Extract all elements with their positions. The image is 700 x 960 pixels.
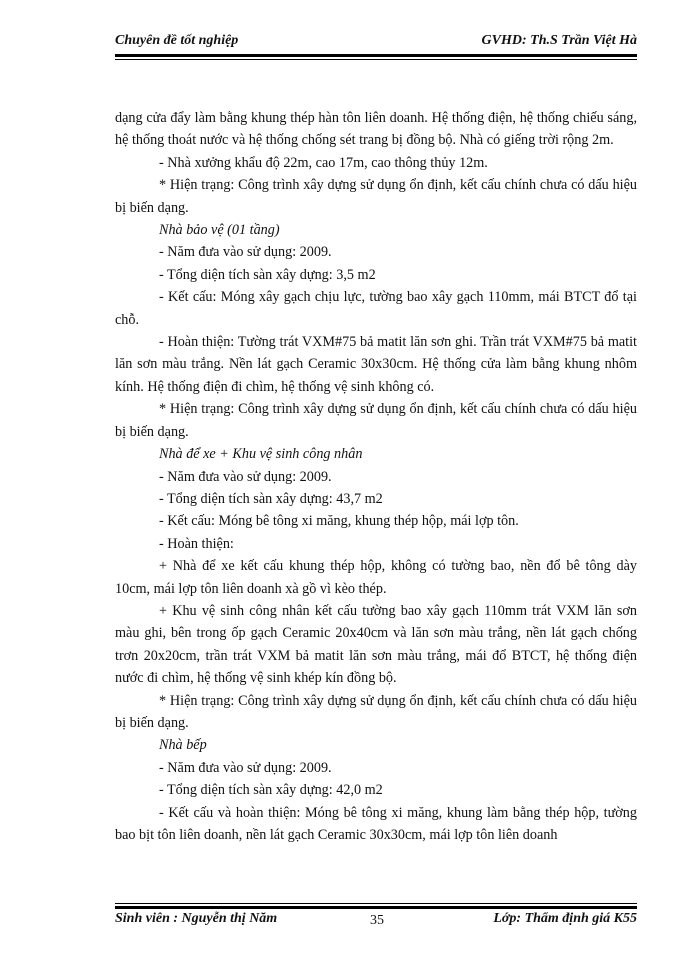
paragraph: - Kết cấu và hoàn thiện: Móng bê tông xi măng, khung làm bằng thép hộp, tường bao bịt tôn liên doanh, nền lát gạch Ceramic 30x30cm, mái lợp tôn liên doanh [115, 804, 637, 843]
paragraph: * Hiện trạng: Công trình xây dựng sử dụng ổn định, kết cấu chính chưa có dấu hiệu bị biến dạng. [115, 177, 637, 216]
paragraph: - Kết cấu: Móng xây gạch chịu lực, tường bao xây gạch 110mm, mái BTCT đổ tại chỗ. [115, 289, 637, 328]
paragraph: - Kết cấu: Móng bê tông xi măng, khung thép hộp, mái lợp tôn. [159, 513, 519, 530]
page-body [115, 107, 637, 846]
header-title: Chuyên đề tốt nghiệp [115, 33, 239, 48]
footer-student: Sinh viên : Nguyễn thị Năm [115, 911, 278, 926]
paragraph: - Hoàn thiện: [159, 535, 234, 552]
paragraph: dạng cửa đẩy làm bằng khung thép hàn tôn liên doanh. Hệ thống điện, hệ thống chiếu sáng, hệ thống thoát nước và hệ thống chống sét trang bị đồng bộ. Nhà có giếng trời rộng 2m. [115, 110, 637, 149]
paragraph: - Tổng diện tích sàn xây dựng: 3,5 m2 [159, 266, 376, 283]
header-supervisor: GVHD: Th.S Trần Việt Hà [481, 33, 637, 48]
paragraph: * Hiện trạng: Công trình xây dựng sử dụng ổn định, kết cấu chính chưa có dấu hiệu bị biến dạng. [115, 401, 637, 440]
header-rule-thick [115, 54, 637, 57]
footer-rule-thick [115, 906, 637, 909]
footer-rule-thin [115, 903, 637, 904]
paragraph: - Năm đưa vào sử dụng: 2009. [159, 468, 332, 485]
header-rule-thin [115, 59, 637, 60]
paragraph: * Hiện trạng: Công trình xây dựng sử dụng ổn định, kết cấu chính chưa có dấu hiệu bị biến dạng. [115, 692, 637, 731]
paragraph: - Tổng diện tích sàn xây dựng: 42,0 m2 [159, 782, 383, 799]
paragraph: - Năm đưa vào sử dụng: 2009. [159, 244, 332, 261]
section-heading: Nhà bếp [159, 737, 207, 754]
page-footer [115, 911, 637, 931]
page-header [115, 33, 637, 51]
paragraph: + Khu vệ sinh công nhân kết cấu tường bao xây gạch 110mm trát VXM lăn sơn màu ghi, bên trong ốp gạch Ceramic 20x40cm và lăn sơn màu trắng, nền lát gạch chống trơn 20x20cm, trần trát VXM bả matit lăn sơn màu trắng, mái đổ BTCT, hệ thống điện nước đi chìm, hệ thống vệ sinh khép kín đồng bộ. [115, 602, 637, 687]
paragraph: - Nhà xưởng khẩu độ 22m, cao 17m, cao thông thủy 12m. [159, 154, 488, 171]
paragraph: - Năm đưa vào sử dụng: 2009. [159, 759, 332, 776]
footer-class: Lớp: Thẩm định giá K55 [493, 911, 637, 926]
paragraph: + Nhà để xe kết cấu khung thép hộp, không có tường bao, nền đổ bê tông dày 10cm, mái lợp tôn liên doanh xà gồ vì kèo thép. [115, 558, 637, 597]
paragraph: - Hoàn thiện: Tường trát VXM#75 bả matit lăn sơn ghi. Trần trát VXM#75 bả matit lăn sơn màu trắng. Nền lát gạch Ceramic 30x30cm. Hệ thống cửa làm bằng khung nhôm kính. Hệ thống điện đi chìm, hệ thống vệ sinh không có. [115, 334, 637, 395]
paragraph: - Tổng diện tích sàn xây dựng: 43,7 m2 [159, 490, 383, 507]
section-heading: Nhà để xe + Khu vệ sinh công nhân [159, 446, 363, 463]
section-heading: Nhà bảo vệ (01 tầng) [159, 222, 280, 239]
page-number: 35 [370, 913, 384, 928]
